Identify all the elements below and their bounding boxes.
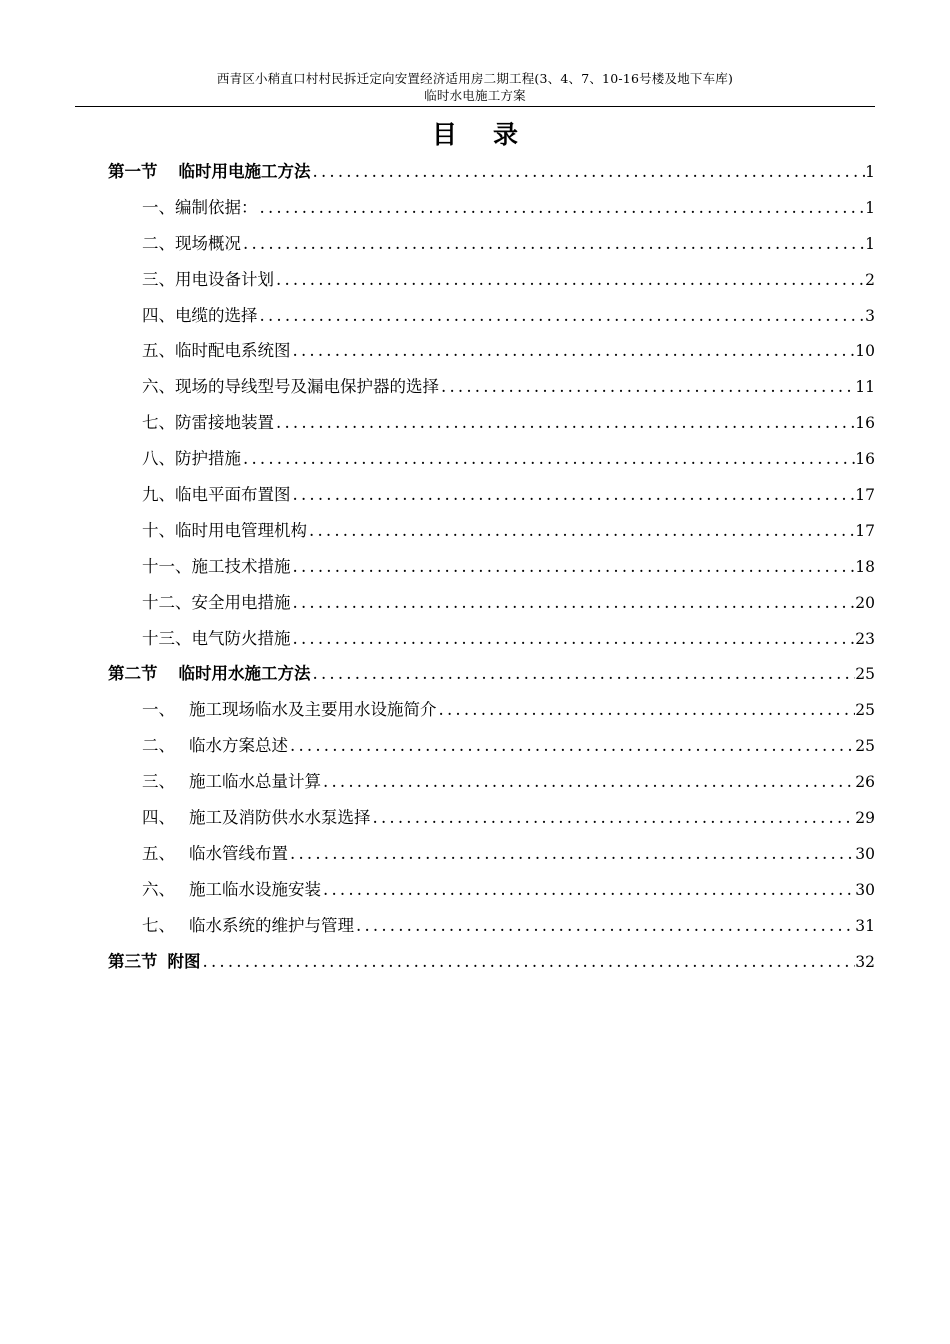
toc-dot-leader [258, 190, 866, 226]
toc-dot-leader [439, 369, 855, 405]
toc-item-entry[interactable] [108, 836, 875, 872]
toc-entry-label [142, 800, 371, 836]
toc-dot-leader [241, 441, 855, 477]
toc-entry-label [142, 190, 258, 226]
toc-entry-label [142, 298, 258, 334]
toc-item-entry[interactable] [108, 872, 875, 908]
toc-page-number: 20 [855, 593, 875, 612]
toc-page-number: 3 [865, 306, 875, 325]
toc-entry-title: 施工及消防供水水泵选择 [189, 808, 371, 828]
toc-entry-title: 施工临水总量计算 [189, 772, 321, 792]
toc-page-number: 11 [855, 378, 875, 397]
toc-item-entry[interactable] [108, 728, 875, 764]
toc-entry-number: 七、 [142, 413, 175, 433]
toc-item-entry[interactable] [108, 692, 875, 728]
toc-page-number: 17 [855, 521, 875, 540]
toc-page-number: 10 [855, 342, 875, 361]
table-of-contents [108, 154, 875, 979]
toc-section-entry[interactable] [108, 656, 875, 692]
toc-dot-leader [437, 692, 856, 728]
title-char-1: 目 [431, 120, 457, 149]
toc-item-entry[interactable] [108, 369, 875, 405]
toc-page-number: 30 [855, 844, 875, 863]
header-document-name: 临时水电施工方案 [424, 88, 526, 103]
toc-entry-title: 用电设备计划 [175, 269, 274, 289]
toc-page-number: 16 [855, 450, 875, 469]
toc-entry-label [142, 585, 291, 621]
toc-dot-leader [291, 333, 856, 369]
toc-entry-label [142, 226, 241, 262]
toc-entry-number: 五、 [142, 341, 175, 361]
toc-item-entry[interactable] [108, 298, 875, 334]
toc-dot-leader [321, 764, 855, 800]
toc-item-entry[interactable] [108, 513, 875, 549]
toc-entry-number: 十二、 [142, 592, 192, 612]
toc-item-entry[interactable] [108, 190, 875, 226]
toc-entry-number: 七、 [142, 915, 175, 935]
toc-entry-label [142, 513, 307, 549]
toc-item-entry[interactable] [108, 549, 875, 585]
toc-entry-number: 五、 [142, 843, 175, 863]
toc-page-number: 18 [855, 557, 875, 576]
toc-entry-number: 六、 [142, 879, 175, 899]
toc-page-number: 25 [855, 665, 875, 684]
toc-item-entry[interactable] [108, 621, 875, 657]
toc-entry-label [142, 908, 354, 944]
toc-dot-leader [354, 908, 855, 944]
toc-entry-number: 九、 [142, 485, 175, 505]
toc-entry-title: 施工技术措施 [191, 556, 291, 576]
toc-entry-label [142, 477, 291, 513]
toc-page-number: 16 [855, 414, 875, 433]
toc-entry-number: 一、 [142, 700, 175, 720]
toc-entry-label [142, 262, 274, 298]
toc-item-entry[interactable] [108, 262, 875, 298]
toc-dot-leader [291, 585, 856, 621]
toc-entry-label [142, 549, 291, 585]
toc-entry-label [108, 154, 311, 190]
toc-entry-label [142, 728, 288, 764]
toc-item-entry[interactable] [108, 908, 875, 944]
toc-entry-title: 临水方案总述 [189, 736, 288, 756]
toc-entry-title: 安全用电措施 [191, 592, 291, 612]
toc-item-entry[interactable] [108, 226, 875, 262]
toc-entry-label [142, 333, 291, 369]
toc-item-entry[interactable] [108, 333, 875, 369]
toc-item-entry[interactable] [108, 800, 875, 836]
toc-entry-number: 第一节 [108, 162, 158, 181]
toc-entry-number: 十一、 [142, 556, 192, 576]
toc-entry-title: 临水系统的维护与管理 [189, 915, 354, 935]
toc-dot-leader [291, 549, 856, 585]
toc-dot-leader [274, 262, 865, 298]
toc-page-number: 23 [855, 629, 875, 648]
toc-entry-label [142, 621, 291, 657]
toc-page-number: 17 [855, 486, 875, 505]
toc-entry-number: 三、 [142, 269, 175, 289]
toc-entry-title: 临时配电系统图 [175, 341, 291, 361]
toc-entry-label [142, 836, 288, 872]
title-char-2: 录 [493, 120, 519, 149]
toc-page-number: 25 [855, 701, 875, 720]
toc-page-number: 30 [855, 880, 875, 899]
header-divider [75, 106, 875, 107]
toc-dot-leader [321, 872, 855, 908]
toc-entry-title: 临时用水施工方法 [178, 664, 311, 684]
toc-entry-number: 四、 [142, 305, 175, 325]
toc-entry-number: 第二节 [108, 664, 158, 684]
toc-item-entry[interactable] [108, 477, 875, 513]
toc-entry-label [142, 405, 274, 441]
toc-entry-title: 现场概况 [175, 233, 241, 253]
toc-entry-label [142, 764, 321, 800]
toc-dot-leader [274, 405, 855, 441]
toc-page-number: 29 [855, 809, 875, 828]
toc-entry-number: 二、 [142, 233, 175, 253]
toc-entry-number: 八、 [142, 449, 175, 469]
toc-dot-leader [258, 298, 866, 334]
header-project-name: 西青区小稍直口村村民拆迁定向安置经济适用房二期工程(3、4、7、10-16号楼及地下车库) [216, 71, 734, 86]
toc-dot-leader [307, 513, 855, 549]
toc-entry-title: 附图 [167, 951, 201, 971]
toc-entry-number: 十三、 [142, 628, 192, 648]
toc-dot-leader [288, 728, 855, 764]
toc-dot-leader [201, 944, 856, 980]
toc-item-entry[interactable] [108, 764, 875, 800]
toc-entry-label [142, 872, 321, 908]
toc-entry-label [108, 656, 311, 692]
toc-entry-number: 一、 [142, 197, 175, 217]
toc-page-number: 1 [865, 198, 875, 217]
toc-item-entry[interactable] [108, 441, 875, 477]
toc-page-number: 1 [865, 163, 875, 181]
toc-section-entry[interactable] [108, 944, 875, 980]
toc-entry-title: 防护措施 [175, 449, 241, 469]
toc-item-entry[interactable] [108, 585, 875, 621]
page-title [75, 118, 875, 152]
toc-dot-leader [371, 800, 856, 836]
toc-item-entry[interactable] [108, 405, 875, 441]
toc-entry-title: 施工现场临水及主要用水设施简介 [189, 700, 437, 720]
toc-entry-title: 临时用电施工方法 [178, 162, 311, 181]
toc-dot-leader [311, 656, 856, 692]
toc-entry-label [142, 369, 439, 405]
toc-entry-number: 二、 [142, 736, 175, 756]
toc-entry-title: 临电平面布置图 [175, 485, 291, 505]
toc-entry-title: 现场的导线型号及漏电保护器的选择 [175, 377, 439, 397]
toc-page-number: 2 [865, 270, 875, 289]
toc-entry-number: 六、 [142, 377, 175, 397]
toc-entry-title: 电缆的选择 [175, 305, 258, 325]
toc-page-number: 25 [855, 737, 875, 756]
toc-entry-number: 四、 [142, 808, 175, 828]
toc-entry-title: 电气防火措施 [191, 628, 291, 648]
toc-entry-title: 防雷接地装置 [175, 413, 274, 433]
toc-entry-number: 十、 [142, 520, 175, 540]
toc-page-number: 31 [855, 916, 875, 935]
toc-entry-number: 三、 [142, 772, 175, 792]
toc-section-entry[interactable] [108, 154, 875, 190]
toc-entry-title: 临水管线布置 [189, 843, 288, 863]
toc-dot-leader [241, 226, 865, 262]
toc-entry-title: 编制依据： [175, 197, 258, 217]
toc-dot-leader [311, 154, 866, 190]
toc-entry-label [108, 944, 201, 980]
toc-dot-leader [291, 621, 856, 657]
toc-dot-leader [288, 836, 855, 872]
toc-page-number: 26 [855, 773, 875, 792]
running-header [75, 70, 875, 104]
toc-entry-label [142, 692, 437, 728]
toc-page-number: 1 [865, 234, 875, 253]
toc-entry-label [142, 441, 241, 477]
toc-entry-title: 施工临水设施安装 [189, 879, 321, 899]
toc-entry-title: 临时用电管理机构 [175, 520, 307, 540]
toc-dot-leader [291, 477, 856, 513]
toc-page-number: 32 [855, 952, 875, 971]
toc-entry-number: 第三节 [108, 951, 158, 971]
